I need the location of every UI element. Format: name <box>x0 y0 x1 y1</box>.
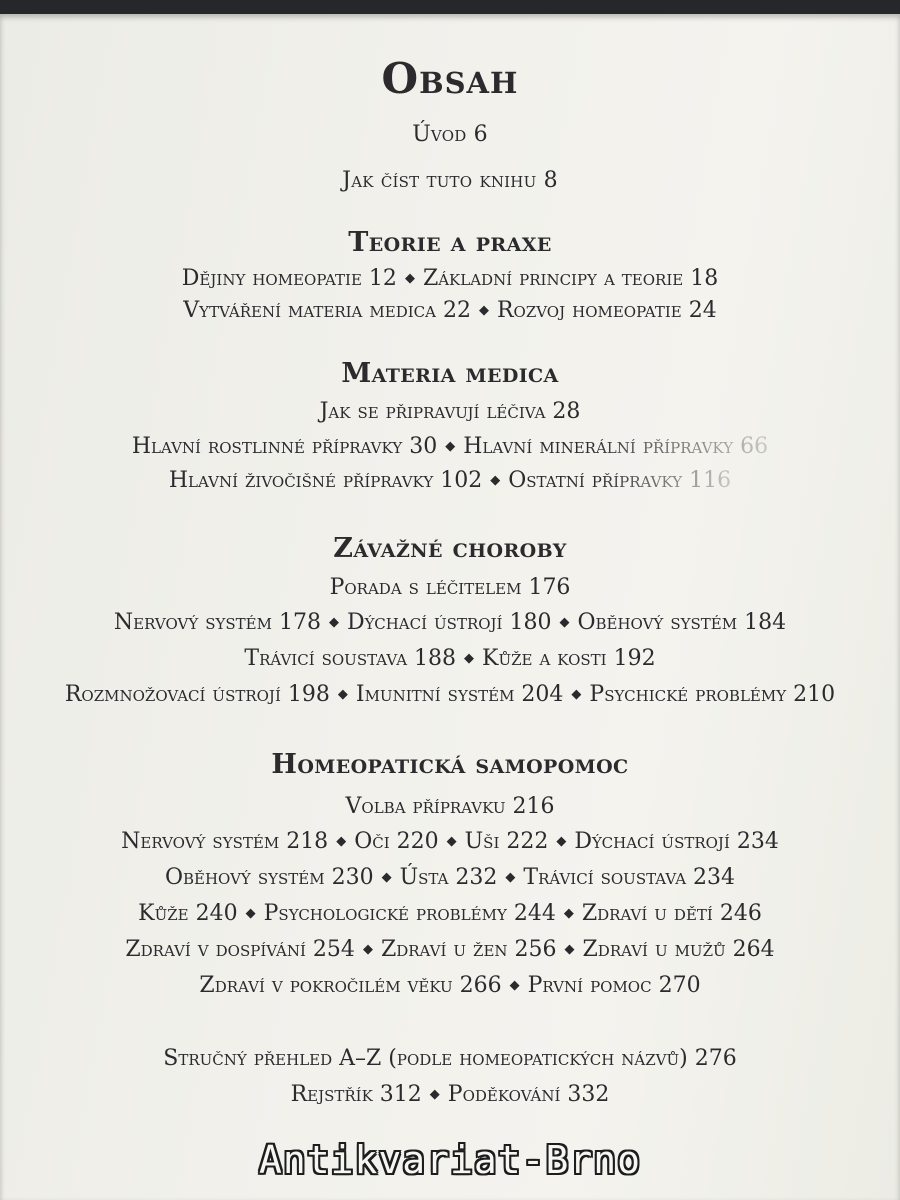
toc-entry-jak-cist: Jak číst tuto knihu 8 <box>342 168 558 193</box>
toc-entry: Ostatní přípravky 116 <box>508 468 732 493</box>
toc-entry: Trávicí soustava 188 <box>244 646 457 671</box>
toc-entry: Rejstřík 312 <box>290 1082 422 1107</box>
diamond-separator-icon: ◆ <box>446 834 457 849</box>
toc-entry: Oběhový systém 184 <box>577 610 787 635</box>
section-heading-materia: Materia medica <box>341 358 559 389</box>
diamond-separator-icon: ◆ <box>362 942 373 957</box>
toc-entry: Nervový systém 218 <box>121 829 329 854</box>
toc-entry: Kůže a kosti 192 <box>482 646 656 671</box>
toc-entry: Volba přípravku 216 <box>345 794 555 819</box>
toc-line <box>0 682 900 707</box>
toc-entry: Nervový systém 178 <box>113 610 321 635</box>
diamond-separator-icon: ◆ <box>404 271 415 286</box>
toc-line <box>0 865 900 890</box>
toc-entry: Hlavní živočišné přípravky 102 <box>168 468 483 493</box>
diamond-separator-icon: ◆ <box>478 303 489 318</box>
toc-line <box>0 901 900 926</box>
diamond-separator-icon: ◆ <box>509 978 520 993</box>
toc-entry: Hlavní minerální přípravky 66 <box>463 434 769 459</box>
toc-entry: Rozvoj homeopatie 24 <box>496 298 717 323</box>
toc-entry: Vytváření materia medica 22 <box>183 298 471 323</box>
diamond-separator-icon: ◆ <box>464 651 475 666</box>
diamond-separator-icon: ◆ <box>564 942 575 957</box>
watermark: Antikvariat-Brno <box>258 1138 642 1182</box>
book-page <box>0 14 900 1200</box>
toc-line <box>0 266 900 291</box>
diamond-separator-icon: ◆ <box>571 687 582 702</box>
diamond-separator-icon: ◆ <box>445 439 456 454</box>
toc-entry-uvod: Úvod 6 <box>412 122 488 147</box>
diamond-separator-icon: ◆ <box>490 473 501 488</box>
page-title: Obsah <box>381 54 519 103</box>
toc-entry: Dějiny homeopatie 12 <box>181 266 397 291</box>
toc-line <box>0 399 900 424</box>
toc-entry: Dýchací ústrojí 234 <box>574 829 779 854</box>
toc-entry: Psychické problémy 210 <box>589 682 836 707</box>
diamond-separator-icon: ◆ <box>381 870 392 885</box>
diamond-separator-icon: ◆ <box>429 1087 440 1102</box>
toc-line <box>0 829 900 854</box>
toc-line <box>0 610 900 635</box>
toc-entry: Zdraví u mužů 264 <box>582 937 775 962</box>
toc-entry: Dýchací ústrojí 180 <box>346 610 552 635</box>
toc-entry: Oči 220 <box>354 829 439 854</box>
toc-entry: Imunitní systém 204 <box>355 682 564 707</box>
toc-entry: Zdraví u žen 256 <box>380 937 557 962</box>
toc-entry: Zdraví v dospívání 254 <box>125 937 355 962</box>
diamond-separator-icon: ◆ <box>556 834 567 849</box>
section-heading-zavazne: Závažné choroby <box>333 533 567 564</box>
toc-line <box>0 575 900 600</box>
toc-line <box>0 298 900 323</box>
diamond-separator-icon: ◆ <box>328 615 339 630</box>
toc-line <box>0 646 900 671</box>
section-heading-samopomoc: Homeopatická samopomoc <box>271 749 629 780</box>
toc-entry: Trávicí soustava 234 <box>523 865 736 890</box>
toc-line <box>0 1046 900 1071</box>
diamond-separator-icon: ◆ <box>563 906 574 921</box>
diamond-separator-icon: ◆ <box>336 834 347 849</box>
toc-entry: Psychologické problémy 244 <box>263 901 556 926</box>
toc-entry: Porada s léčitelem 176 <box>329 575 571 600</box>
toc-entry: Poděkování 332 <box>447 1082 610 1107</box>
toc-line <box>0 937 900 962</box>
toc-line <box>0 1082 900 1107</box>
toc-entry: Základní principy a teorie 18 <box>422 266 719 291</box>
toc-entry: Oběhový systém 230 <box>164 865 374 890</box>
toc-entry: Uši 222 <box>464 829 549 854</box>
diamond-separator-icon: ◆ <box>505 870 516 885</box>
toc-line <box>0 468 900 493</box>
toc-entry: Jak se připravují léčiva 28 <box>319 399 581 424</box>
toc-entry: Zdraví v pokročilém věku 266 <box>199 973 502 998</box>
toc-entry: Rozmnožovací ústrojí 198 <box>64 682 330 707</box>
section-heading-teorie: Teorie a praxe <box>348 227 552 258</box>
toc-entry: Ústa 232 <box>399 865 498 890</box>
toc-line <box>0 973 900 998</box>
toc-entry: Hlavní rostlinné přípravky 30 <box>131 434 438 459</box>
toc-entry: Stručný přehled A–Z (podle homeopatických názvů) 276 <box>163 1046 737 1071</box>
toc-entry: Zdraví u dětí 246 <box>581 901 762 926</box>
toc-line <box>0 794 900 819</box>
toc-entry: První pomoc 270 <box>527 973 701 998</box>
toc-line <box>0 434 900 459</box>
diamond-separator-icon: ◆ <box>337 687 348 702</box>
diamond-separator-icon: ◆ <box>245 906 256 921</box>
toc-entry: Kůže 240 <box>138 901 238 926</box>
diamond-separator-icon: ◆ <box>559 615 570 630</box>
